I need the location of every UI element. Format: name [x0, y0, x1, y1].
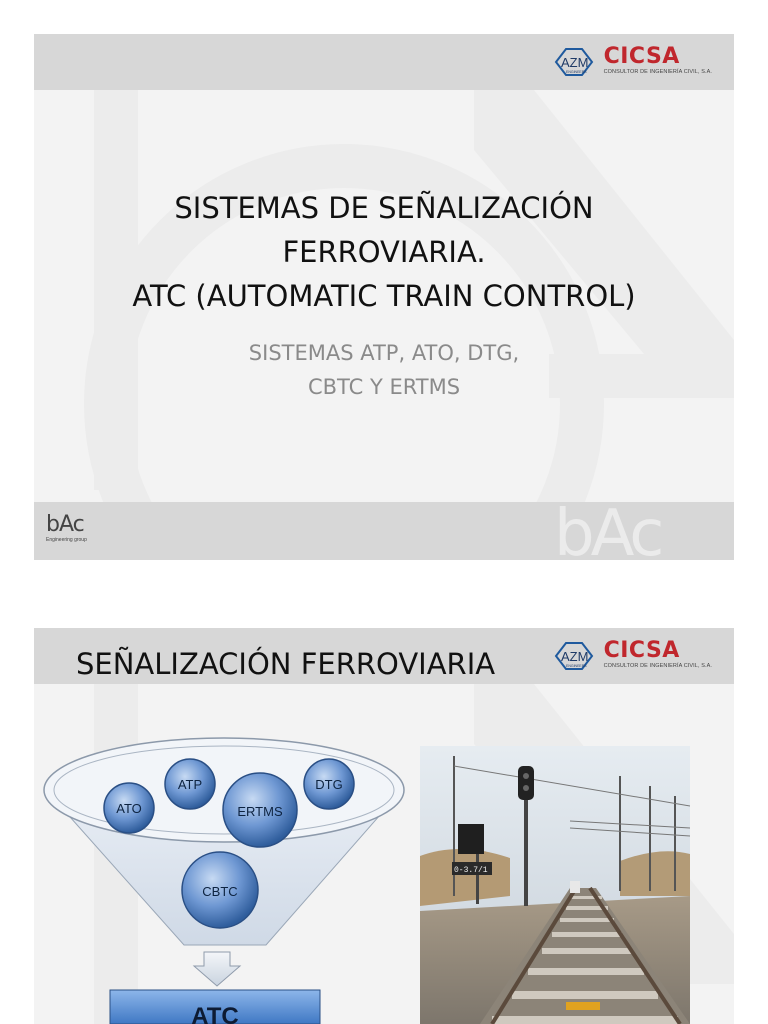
- bubble-ato: [104, 783, 154, 833]
- azm-logo-sub: ENGINEERS: [565, 70, 587, 74]
- slide-subtitle: [34, 336, 734, 404]
- header-logos: [552, 640, 712, 674]
- bubble-ertms-label: ERTMS: [237, 804, 283, 819]
- bac-logo-sub: Engineering group: [46, 537, 87, 543]
- cicsa-logo: [604, 640, 712, 669]
- azm-logo-text: AZM: [560, 649, 589, 664]
- slide-title: [34, 186, 734, 318]
- balise: [566, 1002, 600, 1010]
- railway-photo-illustration: [420, 746, 690, 1024]
- subtitle-line: SISTEMAS ATP, ATO, DTG,: [248, 341, 520, 365]
- azm-logo: [552, 46, 596, 80]
- title-line: SISTEMAS DE SEÑALIZACIÓN: [174, 191, 594, 225]
- bac-logo-text: bAc: [46, 512, 84, 537]
- bubble-ertms: [223, 773, 297, 847]
- bubble-cbtc-label: CBTC: [202, 884, 238, 899]
- cicsa-logo-sub: CONSULTOR DE INGENIERÍA CIVIL, S.A.: [603, 663, 712, 669]
- down-arrow-icon: [194, 952, 240, 986]
- signal-head: [518, 766, 534, 800]
- title-line: ATC (AUTOMATIC TRAIN CONTROL): [132, 279, 636, 313]
- azm-emblem-icon: [552, 640, 596, 674]
- bubble-cbtc: [182, 852, 258, 928]
- azm-logo: [552, 640, 596, 674]
- cicsa-logo-text: CICSA: [603, 638, 680, 663]
- header-bar: [34, 34, 734, 90]
- title-slide: [34, 34, 734, 560]
- bac-watermark: bAc: [554, 497, 661, 560]
- azm-logo-sub: ENGINEERS: [565, 664, 587, 668]
- header-bar: [34, 628, 734, 684]
- bubble-dtg: [304, 759, 354, 809]
- atc-box-label: ATC: [191, 1003, 239, 1024]
- railway-photo: [420, 746, 690, 1024]
- azm-emblem-icon: [552, 46, 596, 80]
- subtitle-line: CBTC Y ERTMS: [307, 375, 461, 399]
- cicsa-logo-sub: CONSULTOR DE INGENIERÍA CIVIL, S.A.: [603, 69, 712, 75]
- title-line: FERROVIARIA.: [282, 235, 486, 269]
- azm-logo-text: AZM: [560, 55, 589, 70]
- cicsa-logo-text: CICSA: [603, 44, 680, 69]
- sign-text: 0-3.7/1: [454, 866, 488, 875]
- header-logos: [552, 46, 712, 80]
- bac-logo: [46, 514, 87, 543]
- cicsa-logo: [604, 46, 712, 75]
- bubble-atp: [165, 759, 215, 809]
- content-slide: [34, 628, 734, 1024]
- section-title: SEÑALIZACIÓN FERROVIARIA: [76, 647, 496, 681]
- bubble-ato-label: ATO: [116, 801, 142, 816]
- atc-funnel-diagram: [34, 720, 414, 1024]
- footer-bar: [34, 497, 734, 560]
- signal-board: [458, 824, 484, 854]
- bubble-dtg-label: DTG: [315, 777, 343, 792]
- bubble-atp-label: ATP: [177, 777, 203, 792]
